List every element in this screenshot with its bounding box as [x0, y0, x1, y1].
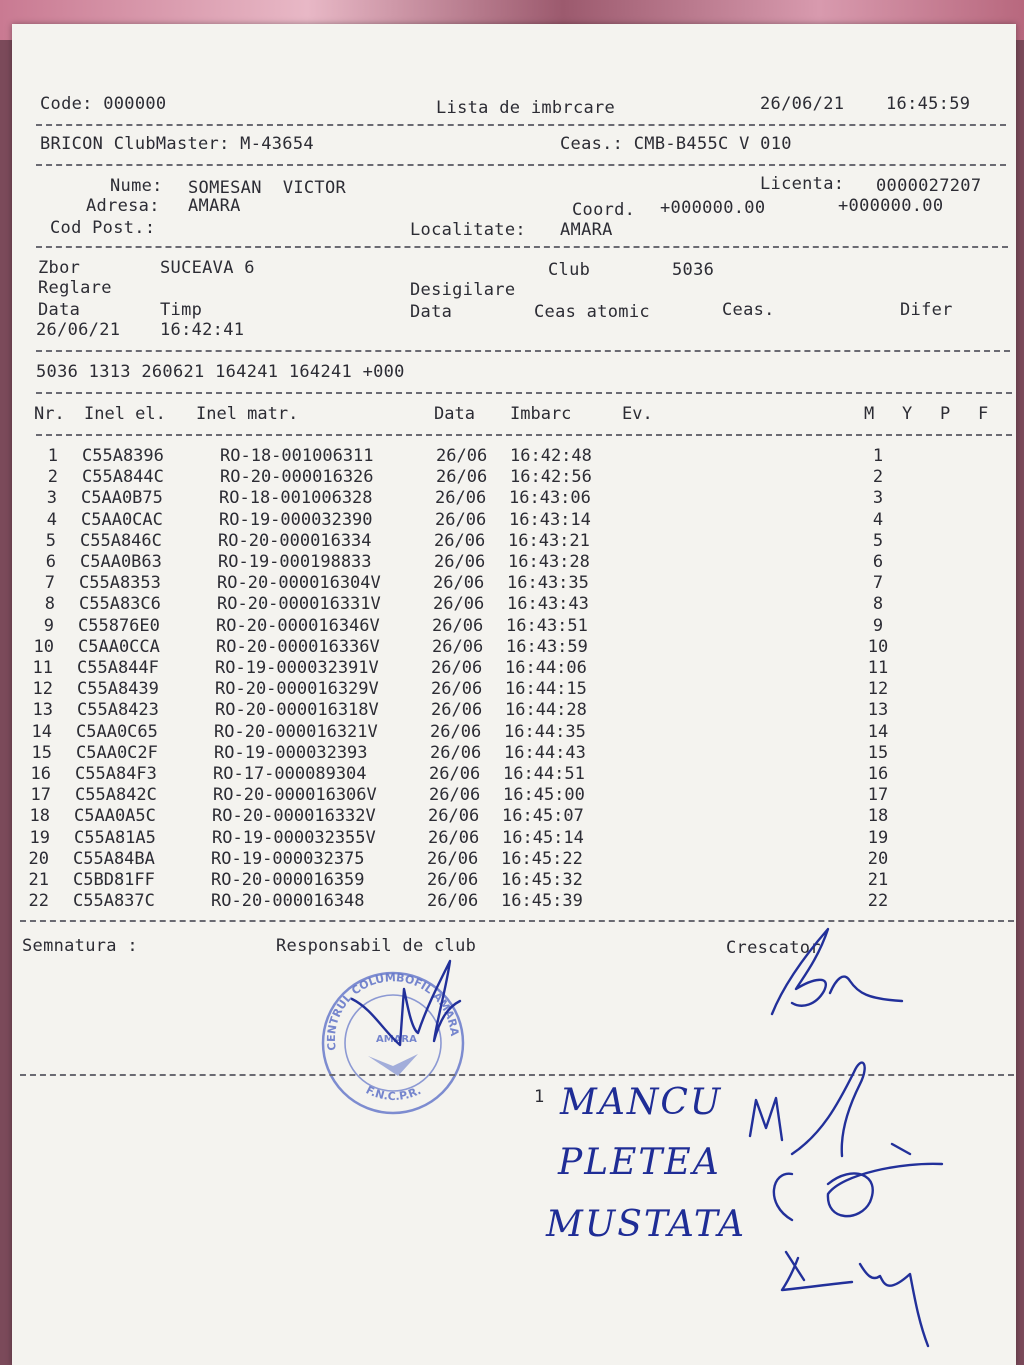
row-inel-matr: RO-20-000016359 [211, 870, 375, 890]
crescator-signature [752, 919, 932, 1019]
row-inel-el: C5AA0C2F [76, 742, 158, 763]
witness-name-3: MUSTATA [546, 1204, 746, 1245]
row-m: 4 [872, 509, 884, 530]
table-row [12, 616, 1016, 637]
row-m: 10 [867, 636, 889, 657]
divider [36, 164, 1006, 166]
table-row [12, 679, 1016, 700]
col-inel-el: Inel el. [84, 404, 166, 424]
row-nr: 17 [30, 785, 51, 806]
row-imbarc: 16:43:51 [506, 615, 588, 636]
row-inel-matr: RO-20-000016346V [216, 615, 380, 636]
row-imbarc: 16:45:07 [502, 806, 584, 827]
license-number: 0000027207 [876, 176, 982, 196]
postcode-label: Cod Post.: [50, 218, 156, 238]
header-date: 26/06/21 [760, 94, 845, 114]
row-imbarc: 16:45:22 [501, 848, 583, 869]
col-m: M [864, 404, 875, 424]
row-imbarc: 16:42:56 [510, 467, 592, 488]
divider [36, 350, 1010, 352]
row-data: 26/06 [431, 700, 483, 721]
table-row [12, 785, 1016, 806]
row-m: 6 [872, 552, 884, 572]
row-data: 26/06 [427, 870, 479, 890]
locality: AMARA [560, 220, 613, 240]
row-nr: 1 [47, 446, 58, 466]
row-nr: 4 [46, 509, 57, 530]
row-inel-el: C5BD81FF [73, 870, 155, 890]
row-inel-matr: RO-20-000016326 [220, 467, 384, 488]
stamp-inner: AMARA [376, 1034, 417, 1045]
row-inel-matr: RO-20-000016321V [214, 721, 378, 742]
row-imbarc: 16:44:06 [505, 658, 587, 678]
row-data: 26/06 [428, 827, 480, 848]
row-imbarc: 16:45:14 [502, 827, 584, 848]
table-row [12, 510, 1016, 531]
row-data: 26/06 [433, 573, 485, 594]
witness-name-1: MANCU [560, 1082, 723, 1123]
row-inel-el: C55A81A5 [74, 827, 156, 848]
row-inel-matr: RO-18-001006311 [220, 446, 384, 466]
row-inel-el: C55A846C [80, 530, 162, 551]
row-m: 3 [872, 488, 884, 509]
row-nr: 13 [32, 700, 53, 721]
row-m: 21 [867, 870, 889, 890]
row-nr: 16 [30, 764, 51, 784]
table-row [12, 594, 1016, 615]
row-nr: 21 [28, 870, 49, 890]
row-nr: 12 [32, 679, 53, 700]
club-value: 5036 [672, 260, 715, 280]
row-nr: 11 [32, 658, 53, 678]
col-inel-matr: Inel matr. [196, 404, 299, 424]
witness-signatures [742, 1044, 962, 1364]
row-nr: 14 [31, 721, 52, 742]
flight-summary-line: 5036 1313 260621 164241 164241 +000 [36, 362, 405, 382]
row-data: 26/06 [429, 764, 481, 784]
row-m: 16 [867, 764, 889, 784]
address-label: Adresa: [86, 196, 160, 216]
row-inel-matr: RO-20-000016334 [218, 530, 382, 551]
row-inel-el: C5AA0CCA [78, 636, 160, 657]
col-p: P [940, 404, 951, 424]
table-row [12, 806, 1016, 827]
row-inel-el: C55A8353 [79, 573, 161, 594]
witness-index: 1 [534, 1087, 545, 1107]
row-nr: 18 [29, 806, 50, 827]
row-inel-el: C55A842C [75, 785, 157, 806]
row-m: 14 [867, 721, 889, 742]
row-imbarc: 16:43:35 [507, 573, 589, 594]
ceas-label: Ceas. [722, 300, 775, 320]
row-inel-el: C55A8423 [77, 700, 159, 721]
divider [36, 124, 1006, 126]
table-row [12, 764, 1016, 785]
responsabil-signature [342, 949, 472, 1059]
row-inel-el: C55A83C6 [79, 594, 161, 615]
row-inel-el: C55A844C [82, 467, 164, 488]
table-row [12, 637, 1016, 658]
row-inel-matr: RO-20-000016336V [216, 636, 380, 657]
reglare-time: 16:42:41 [160, 320, 245, 340]
zbor-value: SUCEAVA 6 [160, 258, 255, 278]
coord-x: +000000.00 [660, 198, 766, 218]
reglare-label: Reglare [38, 278, 112, 298]
document-title: Lista de imbrcare [436, 98, 616, 118]
table-row [12, 891, 1016, 912]
row-imbarc: 16:43:59 [506, 636, 588, 657]
row-inel-matr: RO-19-000032391V [215, 658, 379, 678]
table-row [12, 722, 1016, 743]
row-nr: 9 [43, 615, 54, 636]
row-inel-el: C5AA0CAC [81, 509, 163, 530]
col-ev: Ev. [622, 404, 653, 424]
row-inel-el: C5AA0C65 [76, 721, 158, 742]
row-m: 19 [867, 827, 889, 848]
row-imbarc: 16:44:51 [503, 764, 585, 784]
document-page [12, 24, 1016, 1365]
row-nr: 2 [47, 467, 58, 488]
col-y: Y [902, 404, 913, 424]
row-inel-matr: RO-20-000016304V [217, 573, 381, 594]
row-inel-el: C55A8439 [77, 679, 159, 700]
table-row [12, 828, 1016, 849]
data-label: Data [38, 300, 81, 320]
clock-id: Ceas.: CMB-B455C V 010 [560, 134, 792, 154]
row-inel-matr: RO-20-000016318V [215, 700, 379, 721]
divider [36, 246, 1008, 248]
table-row [12, 531, 1016, 552]
row-inel-matr: RO-19-000032375 [211, 848, 375, 869]
row-imbarc: 16:43:21 [508, 530, 590, 551]
col-imbarc: Imbarc [510, 404, 572, 424]
data2-label: Data [410, 302, 453, 322]
coord-label: Coord. [572, 200, 636, 220]
row-data: 26/06 [431, 658, 483, 678]
divider [36, 392, 1012, 394]
row-imbarc: 16:42:48 [510, 446, 592, 466]
row-inel-matr: RO-19-000032390 [219, 509, 383, 530]
row-m: 15 [867, 742, 889, 763]
row-data: 26/06 [435, 509, 487, 530]
row-nr: 6 [45, 552, 56, 572]
witness-name-2: PLETEA [558, 1142, 721, 1183]
row-inel-matr: RO-20-000016331V [217, 594, 381, 615]
row-nr: 10 [33, 636, 54, 657]
row-m: 20 [867, 848, 889, 869]
row-imbarc: 16:45:00 [503, 785, 585, 806]
code-label: Code: 000000 [40, 94, 167, 114]
row-inel-el: C5AA0B75 [81, 488, 163, 509]
row-data: 26/06 [436, 467, 488, 488]
row-data: 26/06 [434, 530, 486, 551]
row-inel-el: C55A84F3 [75, 764, 157, 784]
row-imbarc: 16:43:28 [508, 552, 590, 572]
row-inel-el: C5AA0A5C [74, 806, 156, 827]
row-m: 1 [872, 446, 884, 466]
row-inel-matr: RO-20-000016348 [211, 891, 375, 912]
zbor-label: Zbor [38, 258, 81, 278]
row-nr: 7 [44, 573, 55, 594]
row-data: 26/06 [433, 594, 485, 615]
row-data: 26/06 [427, 891, 479, 912]
divider [36, 434, 1012, 436]
row-m: 5 [872, 530, 884, 551]
row-m: 17 [867, 785, 889, 806]
row-m: 13 [867, 700, 889, 721]
row-inel-el: C55A837C [73, 891, 155, 912]
row-nr: 20 [28, 848, 49, 869]
table-header [12, 404, 1016, 425]
row-imbarc: 16:44:43 [504, 742, 586, 763]
row-m: 9 [872, 615, 884, 636]
row-inel-matr: RO-20-000016329V [215, 679, 379, 700]
table-row [12, 658, 1016, 679]
row-data: 26/06 [430, 742, 482, 763]
row-nr: 3 [46, 488, 57, 509]
row-data: 26/06 [427, 848, 479, 869]
row-nr: 8 [44, 594, 55, 615]
col-data: Data [434, 404, 475, 424]
table-row [12, 870, 1016, 891]
semnatura-label: Semnatura : [22, 936, 138, 956]
row-data: 26/06 [434, 552, 486, 572]
row-nr: 22 [28, 891, 49, 912]
row-data: 26/06 [430, 721, 482, 742]
row-imbarc: 16:44:15 [505, 679, 587, 700]
row-imbarc: 16:43:14 [509, 509, 591, 530]
device-id: BRICON ClubMaster: M-43654 [40, 134, 314, 154]
row-m: 11 [867, 658, 889, 678]
row-imbarc: 16:44:28 [505, 700, 587, 721]
stamp-text: CENTRUL COLUMBOFIL AMARA [324, 971, 462, 1052]
row-inel-el: C55A844F [77, 658, 159, 678]
coord-y: +000000.00 [838, 196, 944, 216]
table-row [12, 849, 1016, 870]
table-row [12, 552, 1016, 573]
header-time: 16:45:59 [886, 94, 971, 114]
ceas-atomic-label: Ceas atomic [534, 302, 650, 322]
table-row [12, 446, 1016, 467]
name-label: Nume: [110, 176, 163, 196]
row-data: 26/06 [436, 446, 488, 466]
col-nr: Nr. [34, 404, 65, 424]
license-label: Licenta: [760, 174, 845, 194]
row-inel-el: C5AA0B63 [80, 552, 162, 572]
row-m: 7 [872, 573, 884, 594]
row-nr: 15 [31, 742, 52, 763]
row-imbarc: 16:45:39 [501, 891, 583, 912]
desigilare-label: Desigilare [410, 280, 516, 300]
row-inel-matr: RO-19-000032355V [212, 827, 376, 848]
table-row [12, 743, 1016, 764]
row-inel-matr: RO-19-000032393 [214, 742, 378, 763]
locality-label: Localitate: [410, 220, 526, 240]
row-m: 22 [867, 891, 889, 912]
timp-label: Timp [160, 300, 203, 320]
crescator-label: Crescator [726, 938, 821, 958]
table-row [12, 467, 1016, 488]
row-imbarc: 16:45:32 [501, 870, 583, 890]
row-inel-el: C55876E0 [78, 615, 160, 636]
row-data: 26/06 [435, 488, 487, 509]
row-imbarc: 16:44:35 [504, 721, 586, 742]
row-nr: 19 [29, 827, 50, 848]
table-row [12, 700, 1016, 721]
row-imbarc: 16:43:06 [509, 488, 591, 509]
row-m: 12 [867, 679, 889, 700]
row-nr: 5 [45, 530, 56, 551]
owner-name: SOMESAN VICTOR [188, 178, 347, 198]
row-data: 26/06 [432, 636, 484, 657]
owner-address: AMARA [188, 196, 241, 216]
col-f: F [978, 404, 989, 424]
row-inel-matr: RO-19-000198833 [218, 552, 382, 572]
row-m: 8 [872, 594, 884, 615]
row-inel-matr: RO-20-000016306V [213, 785, 377, 806]
row-m: 18 [867, 806, 889, 827]
row-inel-matr: RO-17-000089304 [213, 764, 377, 784]
row-inel-el: C55A8396 [82, 446, 164, 466]
row-data: 26/06 [428, 806, 480, 827]
table-row [12, 573, 1016, 594]
club-label: Club [548, 260, 591, 280]
row-data: 26/06 [431, 679, 483, 700]
row-imbarc: 16:43:43 [507, 594, 589, 615]
reglare-date: 26/06/21 [36, 320, 121, 340]
stamp-bottom: F.N.C.P.R. [363, 1083, 424, 1104]
row-data: 26/06 [429, 785, 481, 806]
row-data: 26/06 [432, 615, 484, 636]
table-row [12, 488, 1016, 509]
row-inel-matr: RO-20-000016332V [212, 806, 376, 827]
svg-text:F.N.C.P.R. [364, 1084, 423, 1104]
difer-label: Difer [900, 300, 953, 320]
row-inel-matr: RO-18-001006328 [219, 488, 383, 509]
row-m: 2 [872, 467, 884, 488]
responsabil-label: Responsabil de club [276, 936, 477, 956]
row-inel-el: C55A84BA [73, 848, 155, 869]
